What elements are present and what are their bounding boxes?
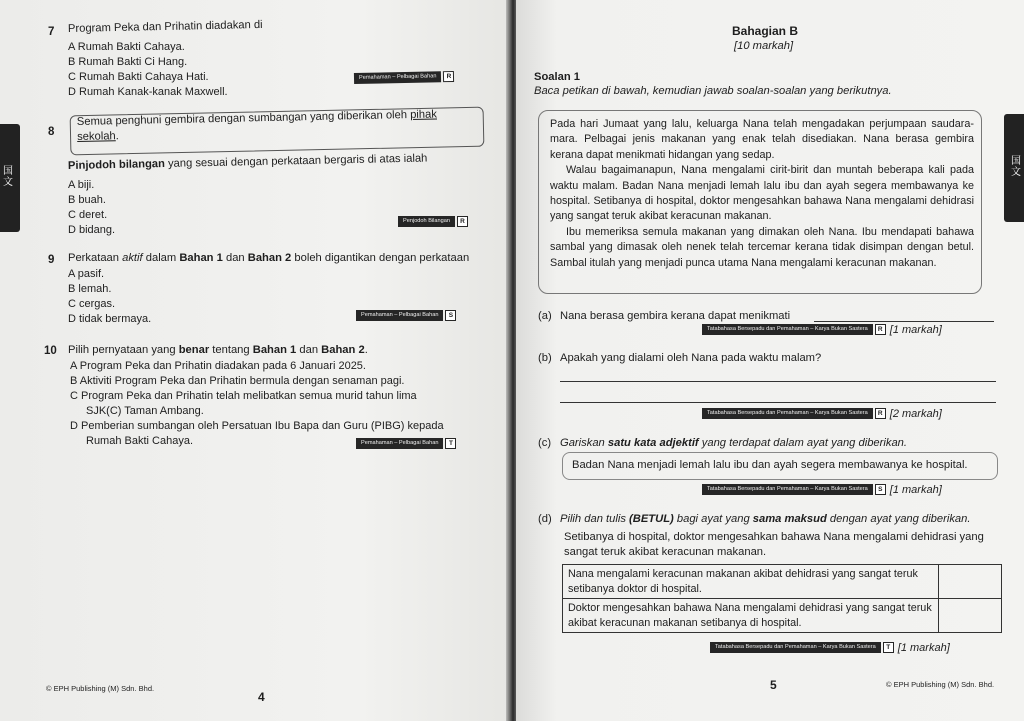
q10-option-d: D Pemberian sumbangan oleh Persatuan Ibu Bapa dan Guru (PIBG) kepada [70,420,444,432]
qd-choice-row-2 [563,599,1002,633]
qb-skill-tag: Tatabahasa Bersepadu dan Pemahaman – Karya Bukan Sastera R [2 markah] [702,408,942,419]
q7-option-a: A Rumah Bakti Cahaya. [68,41,185,53]
q7-skill-tag: Pemahaman – Pelbagai Bahan R [354,71,455,84]
qd-choice-2: Doktor mengesahkan bahawa Nana mengalami dehidrasi yang sangat teruk akibat keracunan makanan setibanya di hospital. [563,599,939,633]
q9-option-c: C cergas. [68,298,116,310]
question-9-text: Perkataan aktif dalam Bahan 1 dan Bahan 2 boleh digantikan dengan perkataan [68,252,470,264]
qc-label: (c) [538,437,552,449]
passage-paragraph-1: Pada hari Jumaat yang lalu, keluarga Nana telah mengadakan perjumpaan saudara-mara. Pelbagai jenis makanan yang enak telah disediakan. Nana berasa gembira kerana dapat menikmati hidangan yang sedap. [550,118,974,161]
left-page-number: 4 [258,690,265,704]
qd-label: (d) [538,513,552,525]
q10-option-c: C Program Peka dan Prihatin telah melibatkan semua murid tahun lima [70,390,417,402]
passage-paragraph-3: Ibu memeriksa semula makanan yang dimakan oleh Nana. Ibu mendapati bahawa sambal yang dimasak oleh nenek telah tercemar kerana tidak disimpan dengan betul. Sambal itulah yang menjadi punca utama Nana mengalami keracunan makanan. [550,225,974,269]
question-10-text: Pilih pernyataan yang benar tentang Bahan 1 dan Bahan 2. [68,344,368,356]
qd-sentence: Setibanya di hospital, doktor mengesahkan bahawa Nana mengalami dehidrasi yang sangat teruk akibat keracunan makanan. [564,531,984,558]
question-7-text: Program Peka dan Prihatin diadakan di [67,18,263,35]
qb-text: Apakah yang dialami oleh Nana pada waktu malam? [560,352,822,364]
question-7-number: 7 [48,26,55,38]
question-9-number: 9 [48,254,55,266]
qd-skill-tag: Tatabahasa Bersepadu dan Pemahaman – Karya Bukan Sastera T [1 markah] [710,642,950,653]
q8-question: Pinjodoh bilangan yang sesuai dengan perkataan bergaris di atas ialah [67,152,428,172]
q8-option-c: C deret. [68,209,108,221]
q9-option-b: B lemah. [68,283,112,295]
section-title: Bahagian B [732,24,799,38]
left-footer-copyright: © EPH Publishing (M) Sdn. Bhd. [46,684,155,693]
q8-skill-tag: Penjodoh Bilangan R [398,216,468,227]
qb-label: (b) [538,352,552,364]
section-marks: [10 markah] [734,40,794,52]
qc-text: Gariskan satu kata adjektif yang terdapat dalam ayat yang diberikan. [560,437,908,449]
qd-choice-1: Nana mengalami keracunan makanan akibat dehidrasi yang sangat teruk setibanya doktor di hospital. [563,565,939,599]
q10-option-a: A Program Peka dan Prihatin diadakan pada 6 Januari 2025. [70,360,366,372]
right-page-number: 5 [770,678,777,692]
q7-option-c: C Rumah Bakti Cahaya Hati. [68,71,209,83]
qa-label: (a) [538,310,552,322]
q10-option-b: B Aktiviti Program Peka dan Prihatin bermula dengan senaman pagi. [70,375,405,387]
qd-text: Pilih dan tulis (BETUL) bagi ayat yang sama maksud dengan ayat yang diberikan. [560,513,971,525]
subject-side-tab: 国文 [0,124,20,232]
qa-text: Nana berasa gembira kerana dapat menikmati [560,310,791,322]
q9-skill-tag: Pemahaman – Pelbagai Bahan S [356,310,456,321]
question-8-number: 8 [48,126,55,138]
qd-choices-table [562,564,1002,633]
q10-option-c-cont: SJK(C) Taman Ambang. [86,405,204,417]
q8-sentence: Semua penghuni gembira dengan sumbangan yang diberikan oleh pihak sekolah. [76,108,438,143]
qd-choice-row-1 [563,565,1002,599]
q8-option-b: B buah. [68,194,106,206]
q10-skill-tag: Pemahaman – Pelbagai Bahan T [356,438,456,449]
qa-answer-line[interactable] [814,321,994,322]
q8-option-a: A biji. [68,179,95,191]
q9-option-d: D tidak bermaya. [68,313,152,325]
q8-option-d: D bidang. [68,224,116,236]
qa-skill-tag: Tatabahasa Bersepadu dan Pemahaman – Karya Bukan Sastera R [1 markah] [702,324,942,335]
right-page [516,0,1024,721]
qc-sentence[interactable]: Badan Nana menjadi lemah lalu ibu dan ayah segera membawanya ke hospital. [572,459,968,471]
passage-paragraph-2: Walau bagaimanapun, Nana mengalami cirit-birit dan muntah beberapa kali pada waktu malam. Badan Nana menjadi lemah lalu ibu dan ayah segera membawanya ke hospital. Setibanya di hospital, doktor mengesahkan bahawa Nana mengalami dehidrasi yang sangat teruk akibat keracunan makanan. [550,164,974,223]
qb-answer-line-2[interactable] [560,402,996,403]
soalan-instruction: Baca petikan di bawah, kemudian jawab soalan-soalan yang berikutnya. [534,85,892,97]
passage [550,117,974,271]
soalan-title: Soalan 1 [534,71,581,83]
qb-answer-line-1[interactable] [560,381,996,382]
question-10-number: 10 [44,345,57,357]
right-footer-copyright: © EPH Publishing (M) Sdn. Bhd. [886,680,995,689]
q7-option-b: B Rumah Bakti Ci Hang. [68,56,188,68]
qd-choice-2-answer-cell[interactable] [939,599,1002,633]
q7-option-d: D Rumah Kanak-kanak Maxwell. [68,86,228,98]
qd-choice-1-answer-cell[interactable] [939,565,1002,599]
subject-side-tab: 国文 [1004,114,1024,222]
qc-skill-tag: Tatabahasa Bersepadu dan Pemahaman – Karya Bukan Sastera S [1 markah] [702,484,942,495]
q10-option-d-cont: Rumah Bakti Cahaya. [86,435,193,447]
q9-option-a: A pasif. [68,268,105,280]
